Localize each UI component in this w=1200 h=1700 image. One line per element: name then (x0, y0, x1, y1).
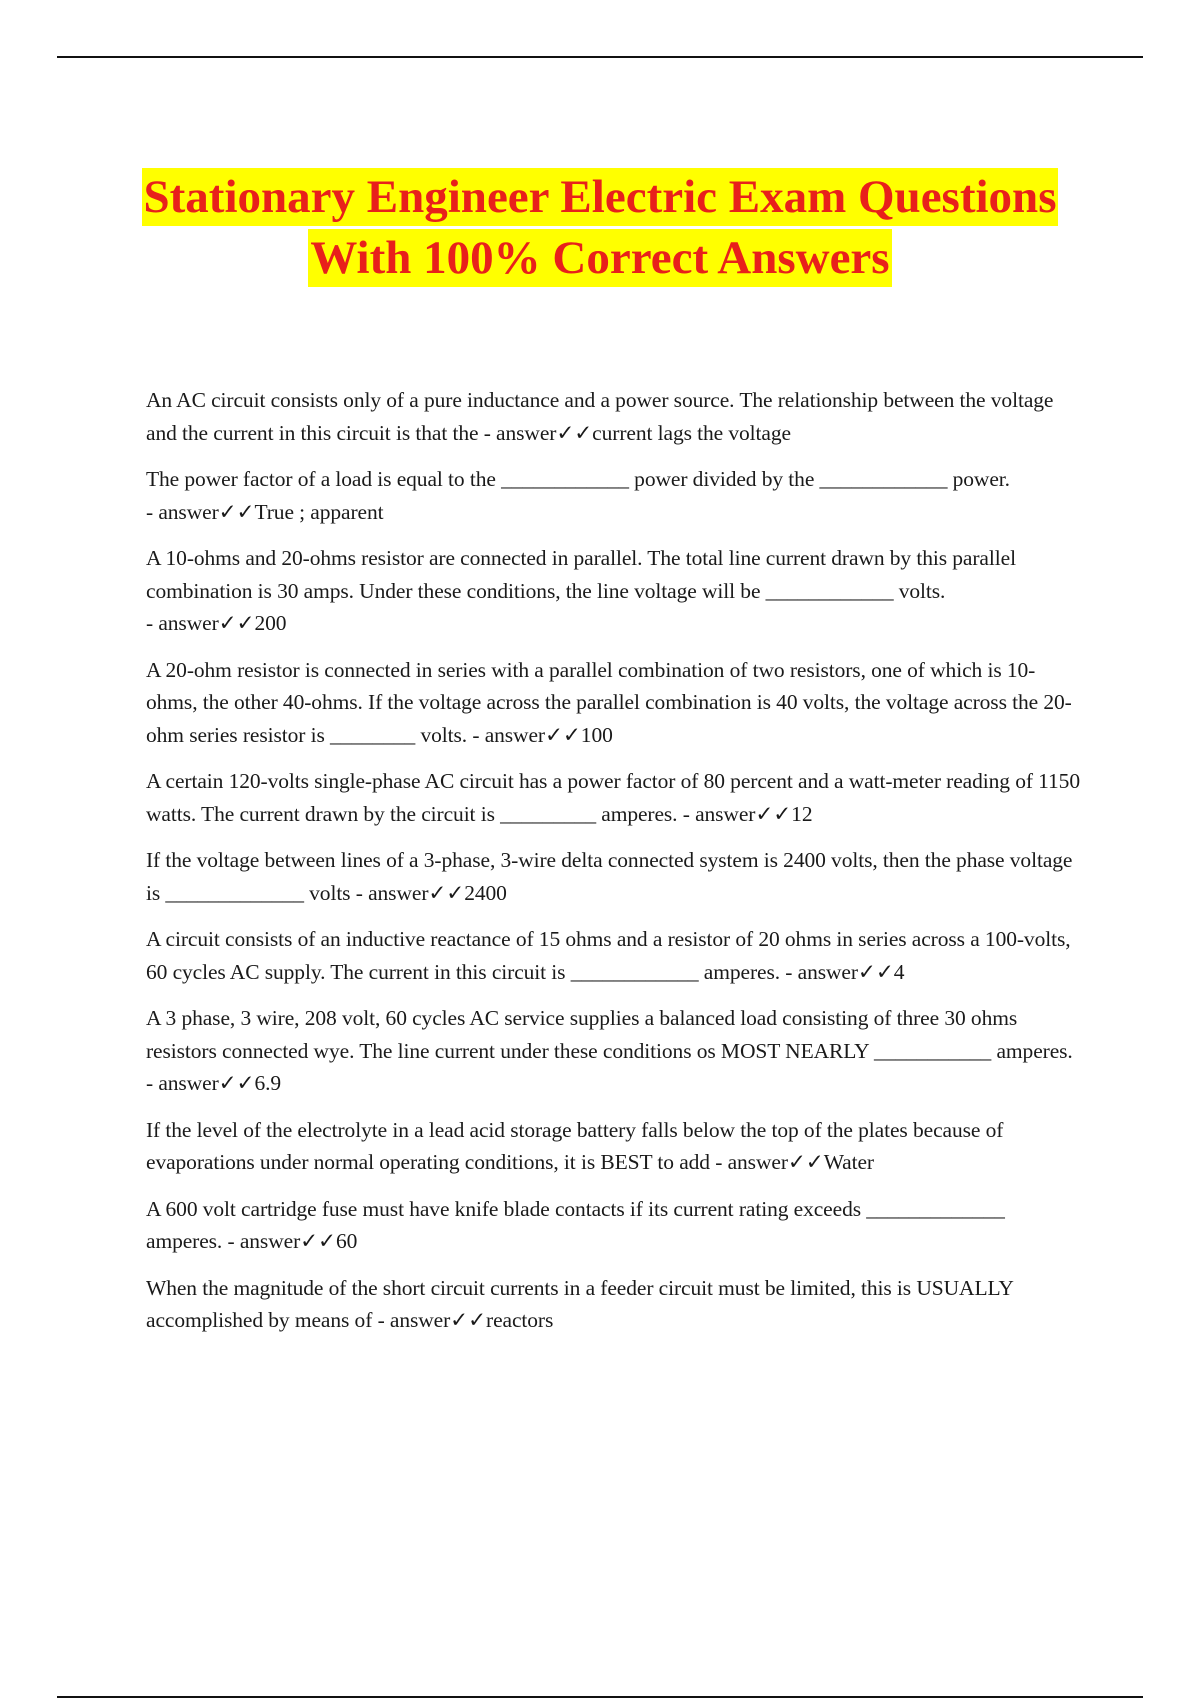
answer-text: - answer✓✓12 (682, 801, 813, 826)
question-text: A 600 volt cartridge fuse must have knife blade contacts if its current rating exceeds _____________ amperes. (146, 1196, 1005, 1253)
question-text: A certain 120-volts single-phase AC circuit has a power factor of 80 percent and a watt-meter reading of 1150 watts. The current drawn by the circuit is _________ amperes. (146, 769, 1080, 826)
question-text: A 3 phase, 3 wire, 208 volt, 60 cycles AC service supplies a balanced load consisting of three 30 ohms resistors connected wye. The line current under these conditions os MOST NEARLY ___________ amperes. (146, 1006, 1073, 1063)
question-text: When the magnitude of the short circuit currents in a feeder circuit must be limited, this is USUALLY accomplished by means of (146, 1275, 1014, 1332)
qa-item (146, 1114, 1086, 1179)
top-rule (57, 56, 1143, 58)
question-text: If the voltage between lines of a 3-phase, 3-wire delta connected system is 2400 volts, then the phase voltage is _____________ volts (146, 848, 1073, 905)
answer-text: - answer✓✓current lags the voltage (483, 420, 791, 445)
answer-text: - answer✓✓200 (146, 611, 287, 635)
qa-item (146, 1272, 1086, 1337)
bottom-rule (57, 1696, 1143, 1698)
answer-text: - answer✓✓6.9 (146, 1071, 282, 1095)
question-text: A circuit consists of an inductive reactance of 15 ohms and a resistor of 20 ohms in series across a 100-volts, 60 cycles AC supply. The current in this circuit is ____________ amperes. (146, 927, 1071, 984)
qa-item (146, 765, 1086, 830)
answer-text: - answer✓✓True ; apparent (146, 499, 384, 524)
qa-item (146, 844, 1086, 909)
question-text: If the level of the electrolyte in a lead acid storage battery falls below the top of the plates because of evaporations under normal operating conditions, it is BEST to add (146, 1117, 1004, 1174)
question-text: A 10-ohms and 20-ohms resistor are connected in parallel. The total line current drawn by this parallel combination is 30 amps. Under these conditions, the line voltage will be ____________ volts. (146, 546, 1016, 603)
answer-text: - answer✓✓4 (785, 959, 905, 984)
question-text: The power factor of a load is equal to the ____________ power divided by the ____________ power. (146, 467, 1010, 491)
title-line-1: Stationary Engineer Electric Exam Questions (142, 168, 1059, 226)
question-text: An AC circuit consists only of a pure inductance and a power source. The relationship between the voltage and the current in this circuit is that the (146, 388, 1054, 445)
answer-text: - answer✓✓100 (472, 722, 613, 747)
qa-item (146, 1193, 1086, 1258)
answer-text: - answer✓✓2400 (355, 880, 507, 905)
question-text: A 20-ohm resistor is connected in series with a parallel combination of two resistors, one of which is 10-ohms, the other 40-ohms. If the voltage across the parallel combination is 40 volts, the voltage across the 20-ohm series resistor is ________ volts. (146, 657, 1072, 747)
answer-text: - answer✓✓Water (715, 1150, 874, 1174)
answer-text: - answer✓✓60 (227, 1229, 358, 1253)
title-line-2: With 100% Correct Answers (308, 229, 891, 287)
qa-list (146, 384, 1086, 1351)
qa-item (146, 1002, 1086, 1100)
qa-item (146, 923, 1086, 988)
document-title (0, 168, 1200, 290)
qa-item (146, 542, 1086, 640)
qa-item (146, 384, 1086, 449)
answer-text: - answer✓✓reactors (377, 1308, 554, 1332)
qa-item (146, 463, 1086, 528)
qa-item (146, 654, 1086, 752)
